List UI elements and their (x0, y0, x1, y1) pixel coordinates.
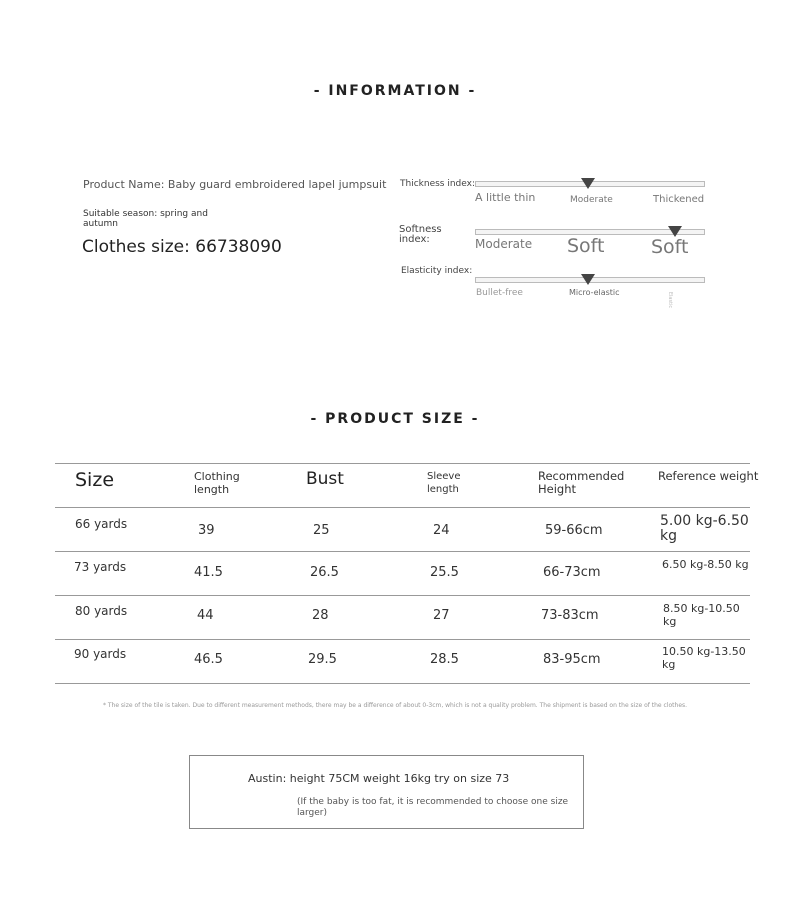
row2-sleeve: 25.5 (430, 565, 459, 580)
row3-bust: 28 (312, 608, 329, 623)
measurement-footnote: * The size of the tile is taken. Due to different measurement methods, there may be a difference of about 0-3cm, which is not a quality problem. The shipment is based on the size of the clothes. (102, 702, 688, 709)
row3-size: 80 yards (75, 604, 128, 618)
header-clothing-length (194, 470, 240, 496)
elasticity-tick-1: Bullet-free (476, 288, 523, 298)
table-bottom-rule (55, 683, 750, 684)
row1-weight-line1: 5.00 kg-6.50 (660, 513, 749, 529)
row1-weight (660, 514, 749, 544)
header-sleeve-length-line2: length (427, 484, 459, 495)
row2-weight: 6.50 kg-8.50 kg (662, 558, 749, 571)
thickness-index-marker (581, 178, 595, 189)
header-recommended-height (538, 470, 624, 496)
thickness-tick-2: Moderate (570, 195, 613, 205)
row1-height: 59-66cm (545, 523, 603, 538)
row4-length: 46.5 (194, 652, 223, 667)
row4-bust: 29.5 (308, 652, 337, 667)
suitable-season-line2: autumn (83, 219, 118, 229)
tryon-main: Austin: height 75CM weight 16kg try on size 73 (248, 772, 510, 785)
header-clothing-length-line1: Clothing (194, 470, 240, 483)
thickness-tick-1: A little thin (475, 191, 536, 204)
tryon-box (189, 755, 584, 829)
row4-sleeve: 28.5 (430, 652, 459, 667)
product-size-heading: - PRODUCT SIZE - (310, 411, 480, 427)
row1-weight-line2: kg (660, 528, 677, 544)
clothes-size: Clothes size: 66738090 (82, 237, 282, 257)
table-row-rule-1 (55, 551, 750, 552)
row2-size: 73 yards (74, 560, 127, 574)
row4-size: 90 yards (74, 647, 127, 661)
softness-index-label (399, 225, 442, 245)
elasticity-tick-3: Elastic (667, 291, 674, 309)
elasticity-index-marker (581, 274, 595, 285)
header-recommended-height-line2: Height (538, 482, 577, 496)
row1-bust: 25 (313, 523, 330, 538)
header-bust: Bust (306, 469, 344, 489)
elasticity-index-label: Elasticity index: (401, 266, 473, 276)
tryon-note-line1: (If the baby is too fat, it is recommended to choose one size (297, 797, 569, 807)
row4-weight-line2: kg (662, 658, 676, 671)
softness-tick-2: Soft (567, 235, 605, 257)
row3-sleeve: 27 (433, 608, 450, 623)
table-top-rule (55, 463, 750, 464)
thickness-index-label: Thickness index: (400, 179, 475, 189)
elasticity-tick-2: Micro-elastic (569, 288, 620, 297)
row3-weight-line2: kg (663, 615, 677, 628)
table-row-rule-3 (55, 639, 750, 640)
softness-label-line2: index: (399, 234, 430, 245)
header-reference-weight: Reference weight (658, 469, 759, 483)
row4-weight-line1: 10.50 kg-13.50 (662, 645, 746, 658)
thickness-tick-3: Thickened (653, 194, 705, 205)
row4-weight (662, 645, 746, 671)
row3-weight-line1: 8.50 kg-10.50 (663, 602, 740, 615)
information-heading: - INFORMATION - (313, 83, 477, 99)
row2-bust: 26.5 (310, 565, 339, 580)
table-row-rule-2 (55, 595, 750, 596)
table-header-rule (55, 507, 750, 508)
softness-label-line1: Softness (399, 224, 442, 235)
row2-length: 41.5 (194, 565, 223, 580)
header-clothing-length-line2: length (194, 483, 230, 496)
header-sleeve-length-line1: Sleeve (427, 471, 461, 482)
row1-sleeve: 24 (433, 523, 450, 538)
product-name: Product Name: Baby guard embroidered lapel jumpsuit (83, 178, 387, 191)
softness-tick-3: Soft (651, 236, 689, 258)
row3-length: 44 (197, 608, 214, 623)
row1-length: 39 (198, 523, 215, 538)
row4-height: 83-95cm (543, 652, 601, 667)
header-recommended-height-line1: Recommended (538, 469, 625, 483)
row2-height: 66-73cm (543, 565, 601, 580)
header-sleeve-length (427, 470, 461, 496)
header-size: Size (75, 469, 115, 491)
row3-weight (663, 602, 740, 628)
tryon-note (297, 797, 568, 819)
row3-height: 73-83cm (541, 608, 599, 623)
suitable-season (83, 209, 208, 229)
softness-tick-1: Moderate (475, 237, 533, 251)
suitable-season-line1: Suitable season: spring and (83, 209, 208, 219)
tryon-note-line2: larger) (297, 808, 328, 818)
row1-size: 66 yards (75, 517, 128, 531)
